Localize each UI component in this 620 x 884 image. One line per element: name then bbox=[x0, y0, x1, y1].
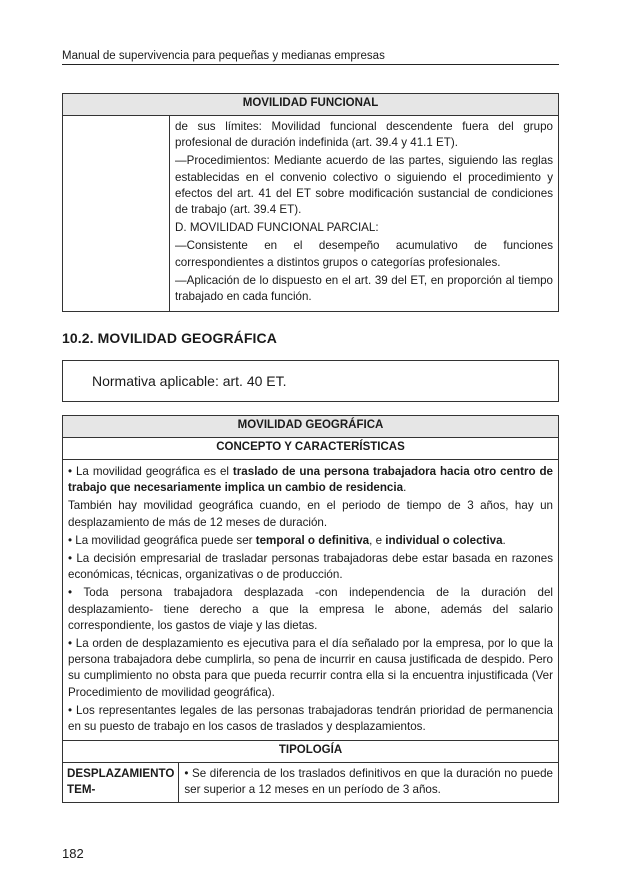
bold-run: temporal o definitiva bbox=[255, 533, 370, 547]
tipologia-text: • Se diferencia de los traslados definitivos en que la duración no puede ser superior a 12 meses en un período de 3 años. bbox=[179, 763, 559, 802]
paragraph: • La decisión empresarial de trasladar personas trabajadoras debe estar basada en razones económicas, técnicas, organizativas o de producción. bbox=[68, 552, 553, 582]
paragraph: —Aplicación de lo dispuesto en el art. 39 del ET, en proporción al tiempo trabajado en cada función. bbox=[175, 273, 553, 304]
paragraph: de sus límites: Movilidad funcional descendente fuera del grupo profesional de duración indefinida (art. 39.4 y 41.1 ET). bbox=[175, 120, 553, 150]
paragraph: • Toda persona trabajadora desplazada -con independencia de la duración del desplazamiento- tiene derecho a que la empresa le abone, además del salario correspondiente, los gastos de viaje y las dietas. bbox=[68, 586, 553, 632]
table-body bbox=[170, 116, 559, 312]
paragraph: • La orden de desplazamiento es ejecutiva para el día señalado por la empresa, por lo que la persona trabajadora debe cumplirla, so pena de incurrir en causa justificada de despido. Pero su cumplimiento no obsta para que pueda recurrir contra ella si la encuentra injustificada (Ver Procedimiento de movilidad geográfica). bbox=[68, 637, 553, 699]
table-movilidad-funcional bbox=[62, 93, 559, 312]
table-movilidad-geografica bbox=[62, 415, 559, 803]
text-run: • La movilidad geográfica puede ser bbox=[68, 533, 256, 547]
paragraph: D. MOVILIDAD FUNCIONAL PARCIAL: bbox=[175, 221, 379, 235]
table-subheader: CONCEPTO Y CARACTERÍSTICAS bbox=[63, 438, 559, 460]
tipologia-header: TIPOLOGÍA bbox=[63, 741, 559, 763]
section-title: 10.2. MOVILIDAD GEOGRÁFICA bbox=[62, 330, 277, 346]
text-run: . bbox=[502, 533, 506, 547]
table-header: MOVILIDAD GEOGRÁFICA bbox=[63, 416, 559, 438]
paragraph: —Procedimientos: Mediante acuerdo de las partes, siguiendo las reglas establecidas en el convenio colectivo o siguiendo el procedimiento y efectos del art. 41 del ET sobre modificación sustancial de condiciones de trabajo (art. 39.4 ET). bbox=[175, 154, 553, 217]
paragraph: • Los representantes legales de las personas trabajadoras tendrán prioridad de permanencia en su puesto de trabajo en los casos de traslados y desplazamientos. bbox=[68, 703, 553, 734]
bold-run: individual o colectiva bbox=[385, 533, 503, 547]
text-run: . bbox=[403, 481, 407, 495]
running-head: Manual de supervivencia para pequeñas y medianas empresas bbox=[62, 50, 559, 65]
paragraph bbox=[68, 533, 553, 549]
empty-left-cell bbox=[63, 116, 170, 312]
tipologia-label: DESPLAZAMIENTO TEM- bbox=[63, 763, 179, 802]
table-header: MOVILIDAD FUNCIONAL bbox=[63, 94, 559, 116]
paragraph bbox=[68, 464, 553, 496]
page-number: 182 bbox=[62, 846, 84, 861]
normativa-box: Normativa aplicable: art. 40 ET. bbox=[62, 360, 559, 402]
concept-body bbox=[63, 460, 559, 741]
text-run: , e bbox=[369, 533, 386, 547]
bold-run: traslado de una persona trabajadora hacia otro centro de trabajo que necesariamente implica un cambio de residencia bbox=[68, 465, 553, 495]
text-run: • La movilidad geográfica es el bbox=[68, 465, 233, 478]
paragraph: También hay movilidad geográfica cuando, en el periodo de tiempo de 3 años, hay un desplazamiento de más de 12 meses de duración. bbox=[68, 499, 553, 529]
paragraph: —Consistente en el desempeño acumulativo de funciones correspondientes a distintos grupos o categorías profesionales. bbox=[175, 239, 553, 269]
